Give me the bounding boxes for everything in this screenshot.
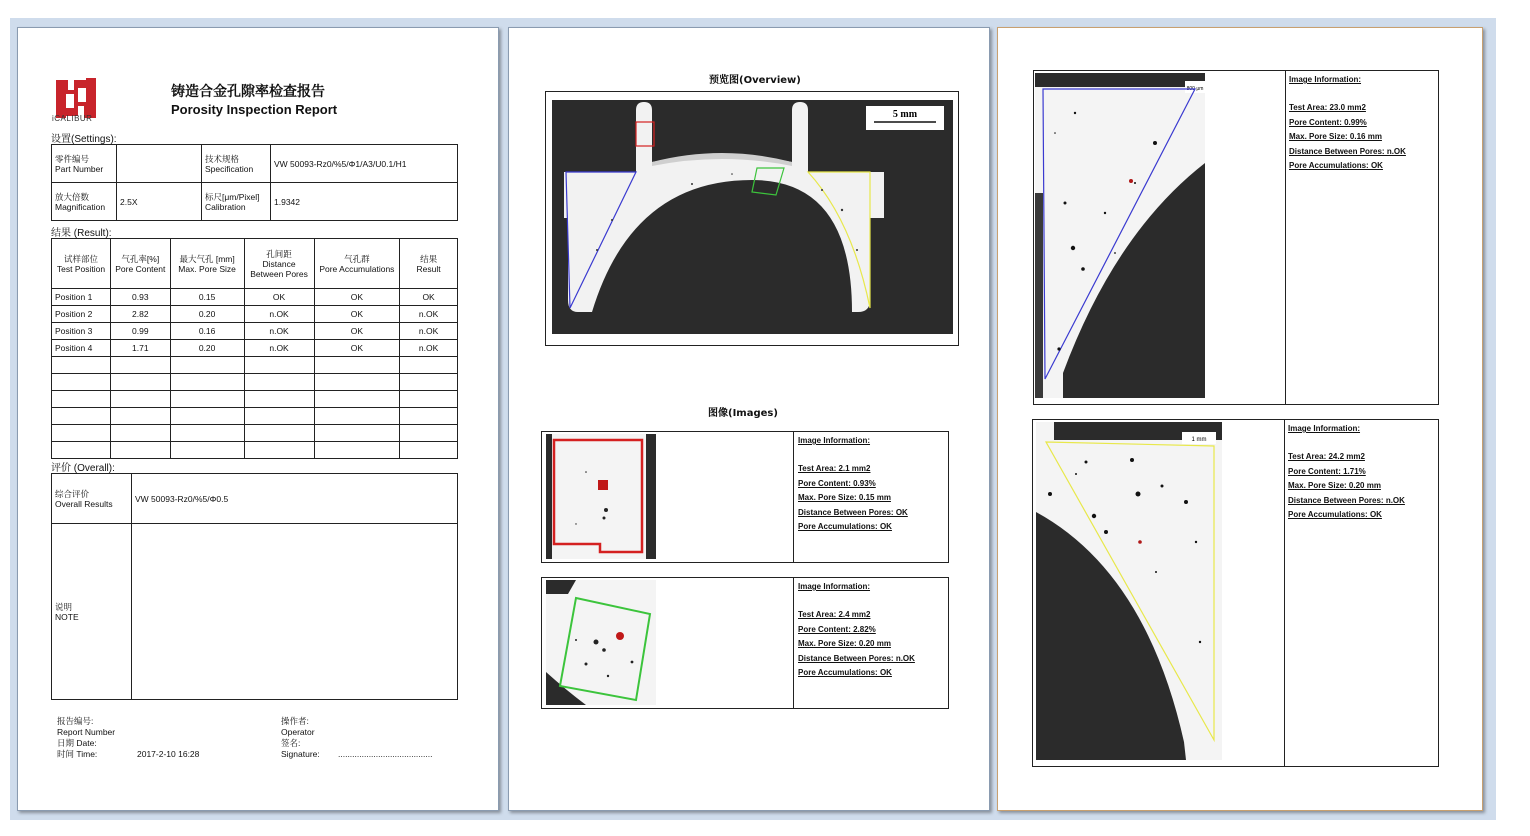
result-cell — [314, 408, 400, 425]
cal-value: 1.9342 — [271, 183, 458, 221]
result-cell — [110, 408, 170, 425]
pore-content: Pore Content: 0.99% — [1289, 117, 1367, 127]
panel-divider — [793, 578, 794, 708]
result-cell — [110, 391, 170, 408]
image-panel-2 — [541, 577, 949, 709]
header-cn: 孔间距 — [266, 248, 292, 259]
info-title: Image Information: — [798, 436, 871, 445]
overall-heading: 评价 (Overall): — [51, 463, 115, 474]
signature-label-cn: 签名: — [281, 738, 301, 748]
signature-label-en: Signature: — [281, 749, 320, 759]
result-cell: OK — [314, 323, 400, 340]
settings-heading: 设置(Settings): — [51, 134, 117, 145]
result-header-cell — [52, 239, 111, 289]
test-area: Test Area: 2.4 mm2 — [798, 610, 871, 620]
result-cell — [244, 391, 314, 408]
note-label-cn: 说明 — [55, 601, 73, 612]
header-en: Pore Accumulations — [319, 263, 395, 274]
result-cell — [170, 357, 244, 374]
result-cell — [314, 442, 400, 459]
info-title: Image Information: — [798, 582, 871, 591]
image-panel-1 — [541, 431, 949, 563]
result-cell — [170, 408, 244, 425]
header-en: Pore Content — [115, 263, 166, 274]
result-cell — [314, 357, 400, 374]
result-cell — [170, 374, 244, 391]
result-cell: n.OK — [244, 306, 314, 323]
position4-micrograph — [1036, 422, 1222, 760]
header-cn: 气孔群 — [344, 253, 370, 264]
pore-accumulations: Pore Accumulations: OK — [1289, 161, 1383, 171]
result-cell — [110, 442, 170, 459]
image-panel-3 — [1033, 70, 1439, 405]
result-cell — [314, 425, 400, 442]
table-row — [52, 408, 458, 425]
result-heading: 结果 (Result): — [51, 228, 112, 239]
position2-micrograph — [546, 580, 656, 705]
result-cell — [170, 425, 244, 442]
pore-accumulations: Pore Accumulations: OK — [798, 522, 892, 532]
report-page-2 — [508, 27, 990, 811]
result-cell — [244, 442, 314, 459]
overview-frame — [545, 91, 959, 346]
result-cell: n.OK — [400, 340, 458, 357]
distance-between-pores: Distance Between Pores: n.OK — [1288, 495, 1405, 505]
operator-label-cn: 操作者: — [281, 716, 309, 726]
overview-micrograph — [552, 100, 953, 334]
pore-content: Pore Content: 0.93% — [798, 478, 876, 488]
result-cell — [314, 374, 400, 391]
cal-label-en: Calibration — [205, 201, 246, 212]
test-area: Test Area: 23.0 mm2 — [1289, 103, 1366, 113]
result-cell — [400, 357, 458, 374]
header-en: Test Position — [56, 263, 106, 274]
table-row — [52, 357, 458, 374]
pore-accumulations: Pore Accumulations: OK — [1288, 510, 1382, 520]
report-page-1 — [17, 27, 499, 811]
result-cell: Position 4 — [52, 340, 111, 357]
part-number-value — [117, 145, 202, 183]
max-pore-size: Max. Pore Size: 0.16 mm — [1289, 132, 1382, 142]
image-info-2 — [798, 580, 915, 680]
distance-between-pores: Distance Between Pores: OK — [798, 507, 908, 517]
header-cn: 最大气孔 [mm] — [179, 253, 235, 264]
report-page-3 — [997, 27, 1483, 811]
spec-value: VW 50093-Rz0/%5/Φ1/A3/U0.1/H1 — [271, 145, 458, 183]
table-row — [52, 391, 458, 408]
images-heading: 图像(Images) — [708, 408, 778, 419]
mag-label-cn: 放大倍数 — [55, 191, 90, 202]
result-cell — [244, 374, 314, 391]
result-cell: 0.20 — [170, 306, 244, 323]
part-number-label-cn: 零件编号 — [55, 153, 90, 164]
header-en: Result — [416, 263, 441, 274]
overall-label-cn: 综合评价 — [55, 488, 90, 499]
header-cn: 试样部位 — [63, 253, 98, 264]
result-cell: 0.99 — [110, 323, 170, 340]
signature-line: ........................................ — [338, 749, 433, 759]
report-number-label-cn: 报告编号: — [57, 716, 94, 726]
date-label: 日期 Date: — [57, 738, 97, 748]
header-cn: 结果 — [420, 253, 438, 264]
table-row — [52, 442, 458, 459]
panel-divider — [793, 432, 794, 562]
image-panel-4 — [1032, 419, 1439, 767]
distance-between-pores: Distance Between Pores: n.OK — [798, 653, 915, 663]
distance-between-pores: Distance Between Pores: n.OK — [1289, 146, 1406, 156]
result-cell — [52, 442, 111, 459]
result-cell — [244, 357, 314, 374]
pore-content: Pore Content: 1.71% — [1288, 466, 1366, 476]
result-cell: Position 2 — [52, 306, 111, 323]
overall-table — [51, 473, 458, 700]
pore-content: Pore Content: 2.82% — [798, 624, 876, 634]
result-cell: OK — [244, 289, 314, 306]
info-title: Image Information: — [1288, 424, 1361, 433]
result-header-cell — [244, 239, 314, 289]
cal-label-cn: 标尺[μm/Pixel] — [205, 191, 260, 202]
report-number-label-en: Report Number — [57, 727, 116, 737]
result-cell — [314, 391, 400, 408]
footer-left — [57, 716, 115, 760]
table-row — [52, 306, 458, 323]
result-cell — [52, 408, 111, 425]
table-row — [52, 340, 458, 357]
result-cell — [52, 357, 111, 374]
operator-label-en: Operator — [281, 727, 315, 737]
spec-label-en: Specification — [205, 163, 254, 174]
max-pore-size: Max. Pore Size: 0.20 mm — [798, 639, 891, 649]
report-title-en: Porosity Inspection Report — [171, 102, 338, 117]
footer-right — [281, 716, 320, 760]
test-area: Test Area: 24.2 mm2 — [1288, 452, 1365, 462]
result-cell — [170, 391, 244, 408]
result-header-cell — [170, 239, 244, 289]
table-row — [52, 425, 458, 442]
pore-accumulations: Pore Accumulations: OK — [798, 668, 892, 678]
header-en: Max. Pore Size — [178, 263, 236, 274]
result-cell: n.OK — [400, 306, 458, 323]
overall-label-en: Overall Results — [55, 498, 113, 509]
scale-label-top: 800 μm — [1186, 86, 1204, 92]
result-cell — [400, 374, 458, 391]
result-cell: Position 1 — [52, 289, 111, 306]
result-cell — [110, 357, 170, 374]
result-cell: 0.16 — [170, 323, 244, 340]
result-cell — [52, 374, 111, 391]
max-pore-size: Max. Pore Size: 0.15 mm — [798, 493, 891, 503]
overview-scale-label: 5 mm — [892, 109, 918, 120]
datetime-value: 2017-2-10 16:28 — [137, 749, 200, 759]
panel-divider — [1285, 71, 1286, 404]
logo-text: iCALIBUR — [52, 114, 93, 123]
note-value — [132, 524, 458, 700]
max-pore-size: Max. Pore Size: 0.20 mm — [1288, 481, 1381, 491]
result-cell — [110, 374, 170, 391]
result-header-cell — [314, 239, 400, 289]
result-cell — [110, 425, 170, 442]
result-cell: OK — [400, 289, 458, 306]
result-cell: OK — [314, 340, 400, 357]
result-cell — [244, 425, 314, 442]
position1-micrograph — [546, 434, 656, 559]
info-title: Image Information: — [1289, 75, 1362, 84]
result-cell: n.OK — [244, 323, 314, 340]
result-cell: Position 3 — [52, 323, 111, 340]
part-number-label-en: Part Number — [55, 163, 104, 174]
result-table — [51, 238, 458, 459]
result-cell — [52, 425, 111, 442]
result-cell: n.OK — [244, 340, 314, 357]
image-info-3 — [1289, 73, 1406, 173]
image-info-1 — [798, 434, 908, 534]
mag-value: 2.5X — [117, 183, 202, 221]
scale-label-bottom: 1 mm — [1191, 437, 1207, 443]
table-row — [52, 289, 458, 306]
overall-value: VW 50093-Rz0/%5/Φ0.5 — [132, 474, 458, 524]
result-cell: OK — [314, 289, 400, 306]
time-label: 时间 Time: — [57, 749, 98, 759]
table-row — [52, 374, 458, 391]
mag-label-en: Magnification — [55, 201, 106, 212]
result-cell: 0.15 — [170, 289, 244, 306]
table-row — [52, 323, 458, 340]
result-cell — [400, 425, 458, 442]
result-cell: 0.20 — [170, 340, 244, 357]
result-cell: 1.71 — [110, 340, 170, 357]
result-cell — [244, 408, 314, 425]
header-cn: 气孔率[%] — [121, 253, 160, 264]
result-cell — [170, 442, 244, 459]
header-en: Distance Between Pores — [250, 258, 308, 279]
result-cell: 2.82 — [110, 306, 170, 323]
panel-divider — [1284, 420, 1285, 766]
result-cell: 0.93 — [110, 289, 170, 306]
position3-micrograph — [1035, 73, 1205, 398]
image-info-4 — [1288, 422, 1405, 522]
result-cell — [400, 442, 458, 459]
result-cell: n.OK — [400, 323, 458, 340]
result-cell — [400, 391, 458, 408]
result-header-cell — [110, 239, 170, 289]
result-cell: OK — [314, 306, 400, 323]
test-area: Test Area: 2.1 mm2 — [798, 464, 871, 474]
spec-label-cn: 技术规格 — [205, 153, 240, 164]
settings-table — [51, 144, 458, 221]
result-cell — [400, 408, 458, 425]
report-title-cn: 铸造合金孔隙率检查报告 — [171, 84, 325, 100]
overview-heading: 预览图(Overview) — [709, 75, 801, 86]
result-cell — [52, 391, 111, 408]
result-header-cell — [400, 239, 458, 289]
document-viewer-background — [10, 18, 1496, 820]
note-label-en: NOTE — [55, 611, 79, 622]
